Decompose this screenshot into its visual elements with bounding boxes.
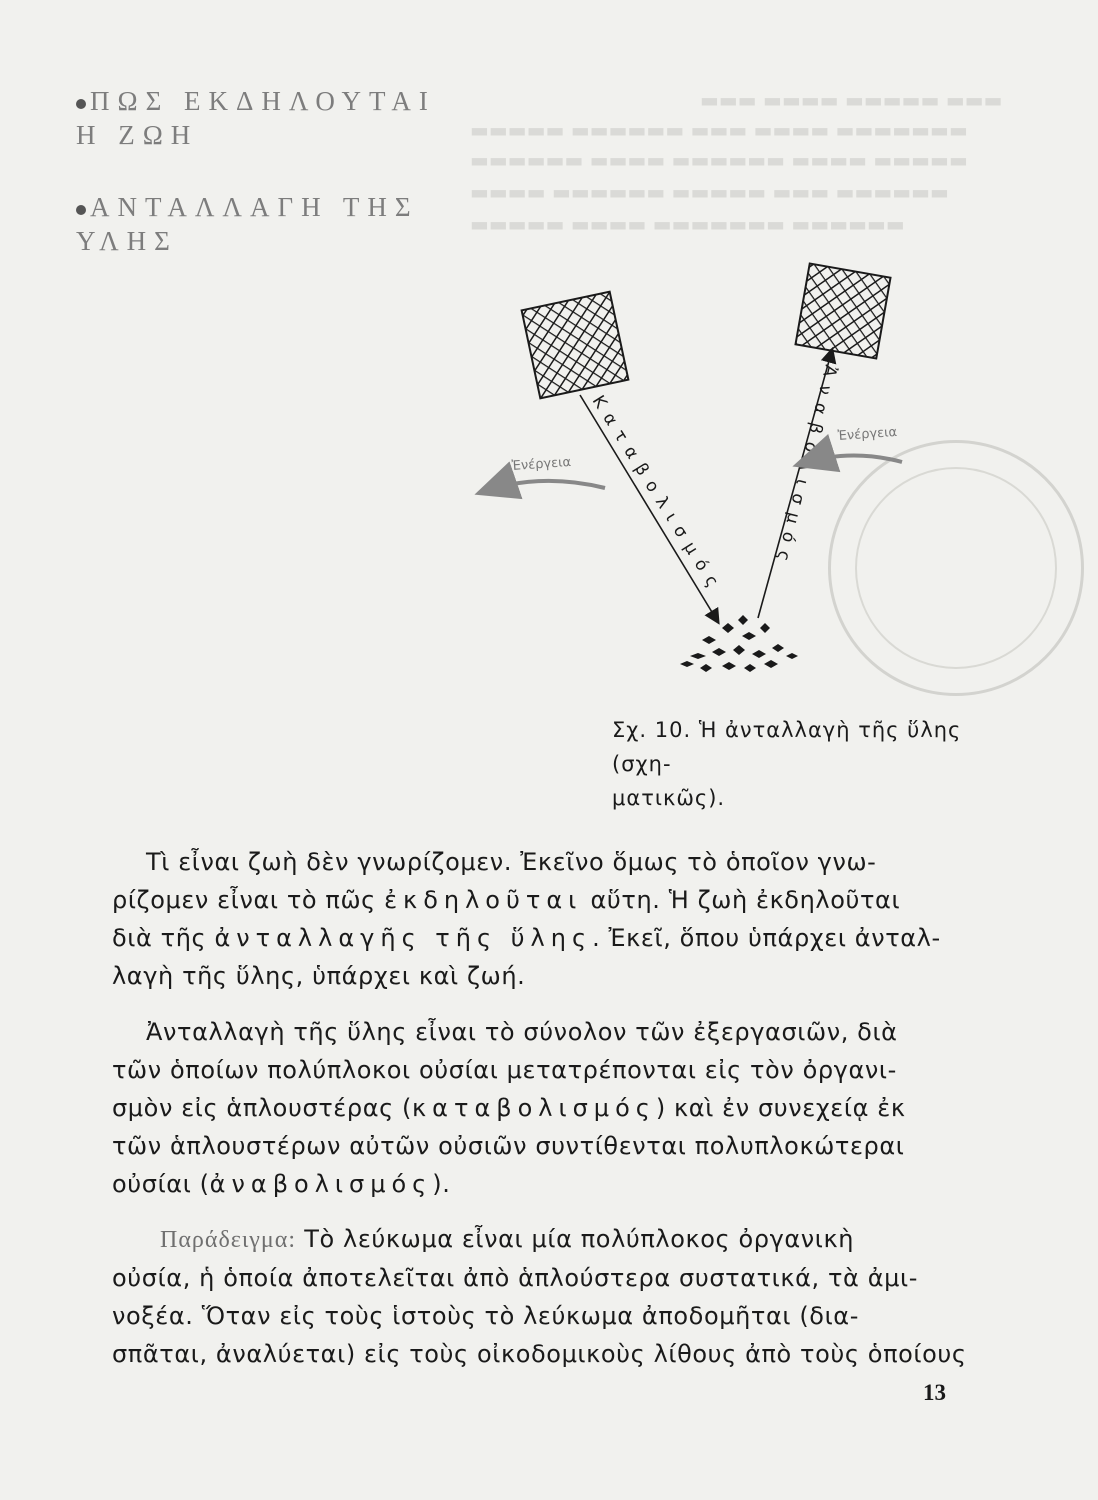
energy-right-label: Ἐνέργεια — [837, 424, 898, 444]
side-heading-2-line1: ΑΝΤΑΛΛΑΓΗ ΤΗΣ — [90, 192, 419, 222]
side-heading-1-line2: Η ΖΩΗ — [76, 120, 199, 150]
emphasis-text: ἐκδηλοῦται — [384, 886, 583, 914]
paragraph-2-line: τῶν ἁπλουστέρων αὐτῶν οὐσιῶν συντίθενται πολυπλοκώτεραι — [112, 1132, 905, 1160]
paragraph-1-line: λαγὴ τῆς ὕλης, ὑπάρχει καὶ ζωή. — [112, 962, 526, 990]
show-through-text: ▬▬▬ ▬▬▬▬ ▬▬▬▬▬ ▬▬▬ — [700, 88, 1003, 112]
paragraph-1-line: ρίζομεν εἶναι τὸ πῶς ἐκδηλοῦται αὕτη. Ἡ ζωὴ ἐκδηλοῦται — [112, 886, 901, 914]
side-heading-2-line2: ΥΛΗΣ — [76, 226, 178, 256]
show-through-text: ▬▬▬▬▬ ▬▬▬▬▬▬ ▬▬▬ ▬▬▬▬ ▬▬▬▬▬▬▬ — [470, 118, 968, 142]
example-lead: Παράδειγμα: — [160, 1227, 297, 1253]
complex-substance-left — [522, 292, 629, 399]
paragraph-2-line: οὐσίαι (ἀναβολισμός). — [112, 1170, 451, 1198]
emphasis-text: ἀναβολισμός — [209, 1170, 433, 1198]
paragraph-2-line: τῶν ὁποίων πολύπλοκοι οὐσίαι μετατρέπονται εἰς τὸν ὀργανι- — [112, 1056, 897, 1084]
paragraph-1 — [112, 843, 962, 995]
paragraph-3-line: Παράδειγμα: Τὸ λεύκωμα εἶναι μία πολύπλοκος ὀργανικὴ — [160, 1225, 855, 1253]
paragraph-2-line: Ἀνταλλαγὴ τῆς ὕλης εἶναι τὸ σύνολον τῶν ἐξεργασιῶν, διὰ — [146, 1018, 898, 1046]
show-through-text: ▬▬▬▬▬▬ ▬▬▬▬ ▬▬▬▬▬▬ ▬▬▬▬ ▬▬▬▬▬ — [470, 148, 968, 172]
paragraph-3-line: οὐσία, ἡ ὁποία ἀποτελεῖται ἀπὸ ἁπλούστερα συστατικά, τὰ ἀμι- — [112, 1264, 918, 1292]
show-through-text: ▬▬▬▬▬ ▬▬▬▬ ▬▬▬▬▬▬▬ ▬▬▬▬▬▬ — [470, 212, 905, 236]
paragraph-3 — [112, 1220, 967, 1373]
catabolism-arrow — [580, 395, 718, 622]
paragraph-3-line: νοξέα. Ὅταν εἰς τοὺς ἱστοὺς τὸ λεύκωμα ἀποδομῆται (δια- — [112, 1302, 859, 1330]
complex-substance-right — [796, 264, 891, 359]
catabolism-label: Καταβολισμός — [587, 392, 728, 599]
anabolism-label: Ἀναβολισμός — [770, 362, 841, 572]
page-number: 13 — [923, 1380, 946, 1405]
caption-line-1: Σχ. 10. Ἡ ἀνταλλαγὴ τῆς ὕλης (σχη- — [612, 718, 962, 776]
energy-out-arrow — [482, 481, 605, 492]
show-through-text: ▬▬▬▬ ▬▬▬▬▬▬ ▬▬▬▬▬ ▬▬▬ ▬▬▬▬▬▬ — [470, 180, 949, 204]
paragraph-1-line: διὰ τῆς ἀνταλλαγῆς τῆς ὕλης. Ἐκεῖ, ὅπου ὑπάρχει ἀνταλ- — [112, 924, 941, 952]
figure-caption — [612, 713, 972, 815]
simple-substances — [680, 615, 798, 672]
paragraph-2-line: σμὸν εἰς ἁπλουστέρας (καταβολισμός) καὶ ἐν συνεχείᾳ ἐκ — [112, 1094, 906, 1122]
energy-left-label: Ἐνέργεια — [511, 454, 572, 474]
emphasis-text: ἀνταλλαγῆς τῆς ὕλης — [214, 924, 593, 952]
caption-line-2: ματικῶς). — [612, 786, 726, 810]
paragraph-1-line: Τὶ εἶναι ζωὴ δὲν γνωρίζομεν. Ἐκεῖνο ὅμως τὸ ὁποῖον γνω- — [146, 848, 877, 876]
paragraph-3-line: σπᾶται, ἀναλύεται) εἰς τοὺς οἰκοδομικοὺς λίθους ἀπὸ τοὺς ὁποίους — [112, 1340, 967, 1368]
side-heading-1-line1: ΠΩΣ ΕΚΔΗΛΟΥΤΑΙ — [90, 86, 436, 116]
emphasis-text: καταβολισμός — [412, 1094, 656, 1122]
paragraph-2 — [112, 1013, 962, 1203]
